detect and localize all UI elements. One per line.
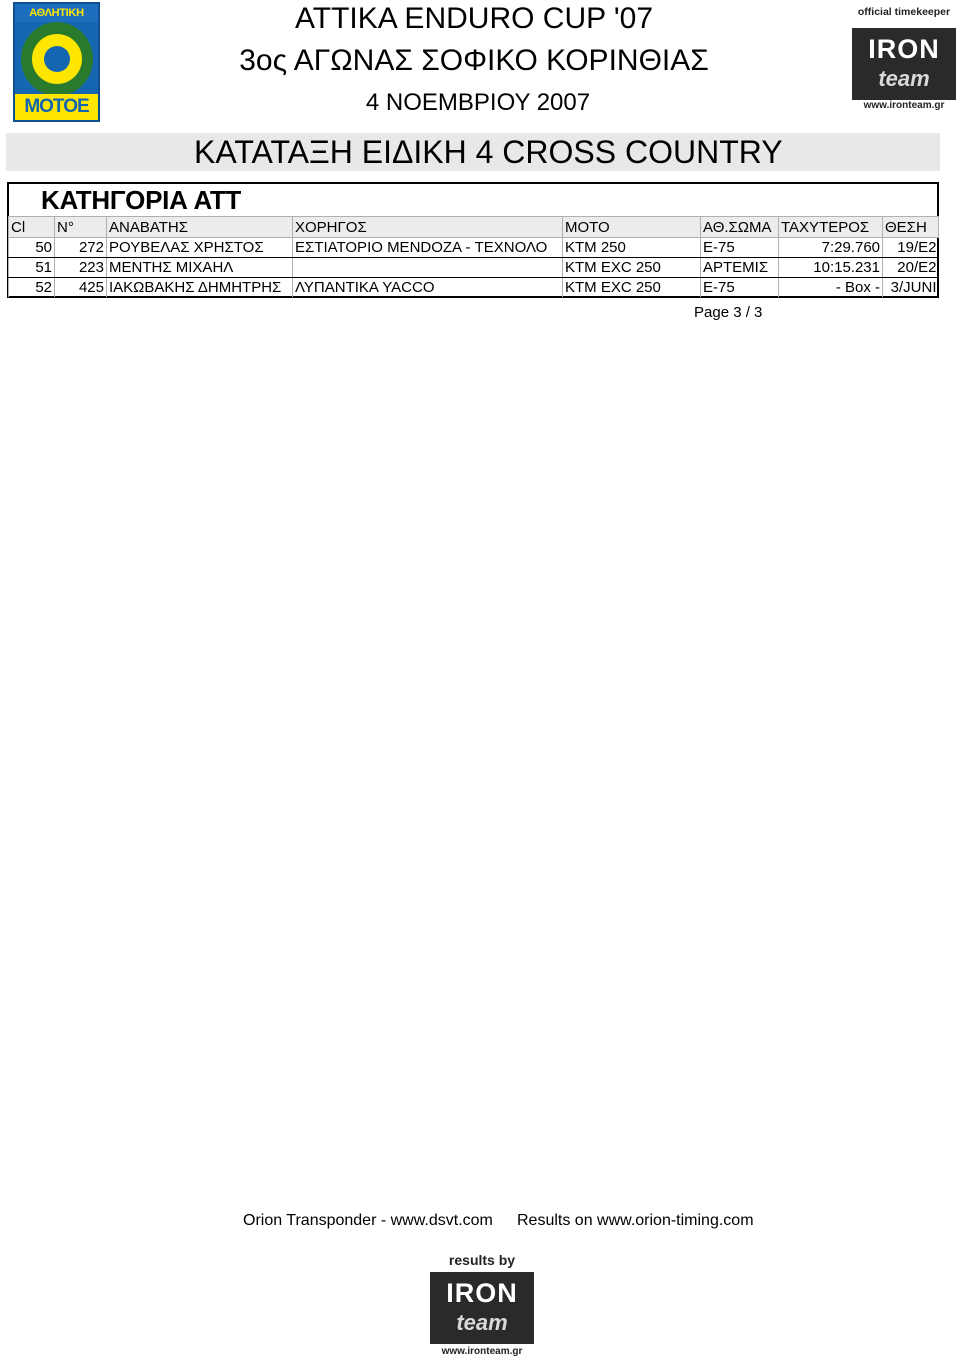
results-table: [8, 216, 939, 298]
table-row: [9, 278, 939, 298]
col-header-position: ΘΕΣΗ: [883, 217, 939, 238]
footer-results: Results on www.orion-timing.com: [517, 1212, 754, 1229]
ranking-title: ΚΑΤΑΤΑΞΗ ΕΙΔΙΚΗ 4 CROSS COUNTRY: [194, 134, 783, 170]
race-date: 4 ΝΟΕΜΒΡΙΟΥ 2007: [365, 89, 591, 116]
table-header-row: [9, 217, 939, 238]
col-header-fastest: ΤΑΧΥΤΕΡΟΣ: [779, 217, 883, 238]
cell-rider: ΡΟΥΒΕΛΑΣ ΧΡΗΣΤΟΣ: [107, 238, 293, 258]
cell-class: 50: [9, 238, 55, 258]
ironteam-logo-top: IRON: [446, 1278, 518, 1308]
cell-club: Ε-75: [701, 278, 779, 298]
results-by-url: www.ironteam.gr: [441, 1346, 523, 1357]
results-by-label: results by: [448, 1252, 516, 1268]
timekeeper-url: www.ironteam.gr: [863, 100, 945, 111]
race-title: 3ος ΑΓΩΝΑΣ ΣΟΦΙΚΟ ΚΟΡΙΝΘΙΑΣ: [239, 44, 709, 77]
cell-fastest: 7:29.760: [779, 238, 883, 258]
cell-club: Ε-75: [701, 238, 779, 258]
cell-fastest: - Box -: [779, 278, 883, 298]
cell-club: ΑΡΤΕΜΙΣ: [701, 258, 779, 278]
page-number: Page 3 / 3: [694, 304, 763, 321]
cell-number: 272: [55, 238, 107, 258]
ironteam-logo-bottom: team: [878, 66, 930, 91]
ironteam-logo-bottom: team: [456, 1310, 508, 1335]
event-title: ATTIKA ENDURO CUP '07: [294, 2, 654, 35]
timekeeper-label: official timekeeper: [857, 6, 951, 18]
cell-rider: ΙΑΚΩΒΑΚΗΣ ΔΗΜΗΤΡΗΣ: [107, 278, 293, 298]
table-row: [9, 238, 939, 258]
cell-sponsor: ΕΣΤΙΑΤΟΡΙΟ MENDOZA - ΤΕΧΝΟΛΟ: [293, 238, 563, 258]
cell-number: 425: [55, 278, 107, 298]
col-header-sponsor: ΧΟΡΗΓΟΣ: [293, 217, 563, 238]
col-header-moto: ΜΟΤΟ: [563, 217, 701, 238]
ironteam-logo-block: [430, 1272, 534, 1344]
cell-moto: KTM EXC 250: [563, 278, 701, 298]
col-header-class: Cl: [9, 217, 55, 238]
cell-sponsor: [293, 258, 563, 278]
category-title: ΚΑΤΗΓΟΡΙΑ ΑΤΤ: [41, 185, 241, 215]
cell-moto: KTM EXC 250: [563, 258, 701, 278]
cell-class: 51: [9, 258, 55, 278]
ranking-banner: [6, 133, 940, 171]
cell-fastest: 10:15.231: [779, 258, 883, 278]
footer-transponder: Orion Transponder - www.dsvt.com: [243, 1212, 493, 1229]
col-header-number: N°: [55, 217, 107, 238]
cell-position: 3/JUNI: [883, 278, 939, 298]
table-row: [9, 258, 939, 278]
federation-logo-top-text: ΑΘΛΗΤΙΚΗ: [15, 4, 98, 22]
cell-position: 19/Ε2: [883, 238, 939, 258]
cell-rider: ΜΕΝΤΗΣ ΜΙΧΑΗΛ: [107, 258, 293, 278]
cell-class: 52: [9, 278, 55, 298]
cell-sponsor: ΛΥΠΑΝΤΙΚΑ YACCO: [293, 278, 563, 298]
cell-number: 223: [55, 258, 107, 278]
ironteam-logo-top: IRON: [868, 34, 940, 64]
cell-moto: KTM 250: [563, 238, 701, 258]
col-header-club: ΑΘ.ΣΩΜΑ: [701, 217, 779, 238]
federation-logo-bottom-text: MOTOE: [15, 94, 98, 120]
results-by-logo: [428, 1252, 536, 1360]
col-header-rider: ΑΝΑΒΑΤΗΣ: [107, 217, 293, 238]
cell-position: 20/Ε2: [883, 258, 939, 278]
